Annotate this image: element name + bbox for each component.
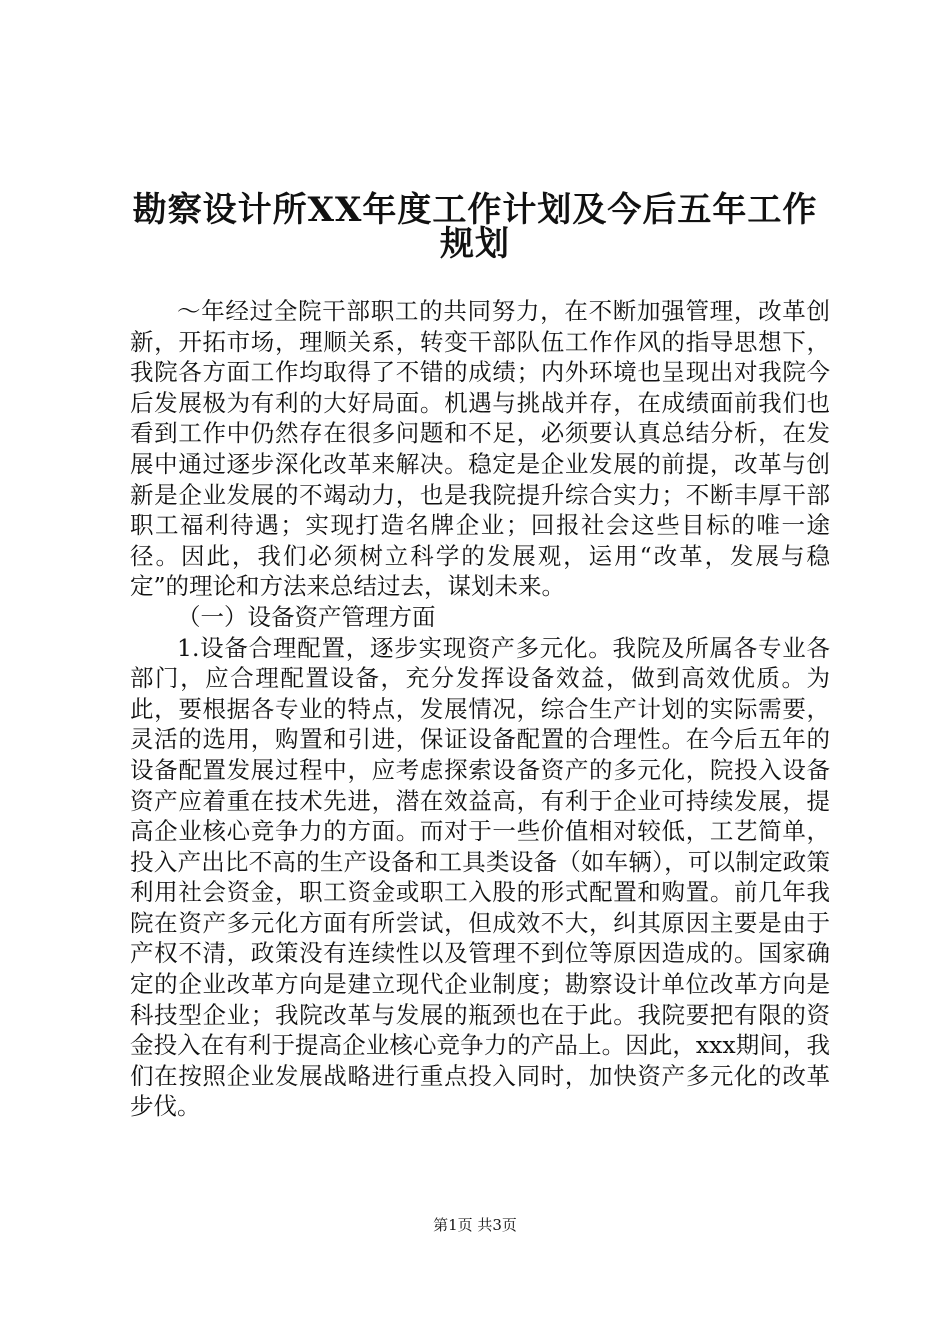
document-title-line-1: 勘察设计所XX年度工作计划及今后五年工作 xyxy=(132,190,818,230)
document-body xyxy=(130,296,830,1122)
intro-paragraph: ～年经过全院干部职工的共同努力，在不断加强管理，改革创新，开拓市场，理顺关系，转变干部队伍工作作风的指导思想下，我院各方面工作均取得了不错的成绩；内外环境也呈现出对我院今后发展极为有利的大好局面。机遇与挑战并存，在成绩面前我们也看到工作中仍然存在很多问题和不足，必须要认真总结分析，在发展中通过逐步深化改革来解决。稳定是企业发展的前提，改革与创新是企业发展的不竭动力，也是我院提升综合实力；不断丰厚干部职工福利待遇；实现打造名牌企业；回报社会这些目标的唯一途径。因此，我们必须树立科学的发展观，运用“改革，发展与稳定”的理论和方法来总结过去，谋划未来。 xyxy=(130,297,830,601)
section-paragraph: 1.设备合理配置，逐步实现资产多元化。我院及所属各专业各部门，应合理配置设备，充分发挥设备效益，做到高效优质。为此，要根据各专业的特点，发展情况，综合生产计划的实际需要，灵活的选用，购置和引进，保证设备配置的合理性。在今后五年的设备配置发展过程中，应考虑探索设备资产的多元化，院投入设备资产应着重在技术先进，潜在效益高，有利于企业可持续发展，提高企业核心竞争力的方面。而对于一些价值相对较低，工艺简单，投入产出比不高的生产设备和工具类设备（如车辆），可以制定政策利用社会资金，职工资金或职工入股的形式配置和购置。前几年我院在资产多元化方面有所尝试，但成效不大，纠其原因主要是由于产权不清，政策没有连续性以及管理不到位等原因造成的。国家确定的企业改革方向是建立现代企业制度；勘察设计单位改革方向是科技型企业；我院改革与发展的瓶颈也在于此。我院要把有限的资金投入在有利于提高企业核心竞争力的产品上。因此，xxx期间，我们在按照企业发展战略进行重点投入同时，加快资产多元化的改革步伐。 xyxy=(130,633,830,1121)
section-heading: （一）设备资产管理方面 xyxy=(177,602,436,631)
page-number-footer: 第1页 共3页 xyxy=(433,1216,517,1234)
document-title-line-2: 规划 xyxy=(440,224,510,264)
